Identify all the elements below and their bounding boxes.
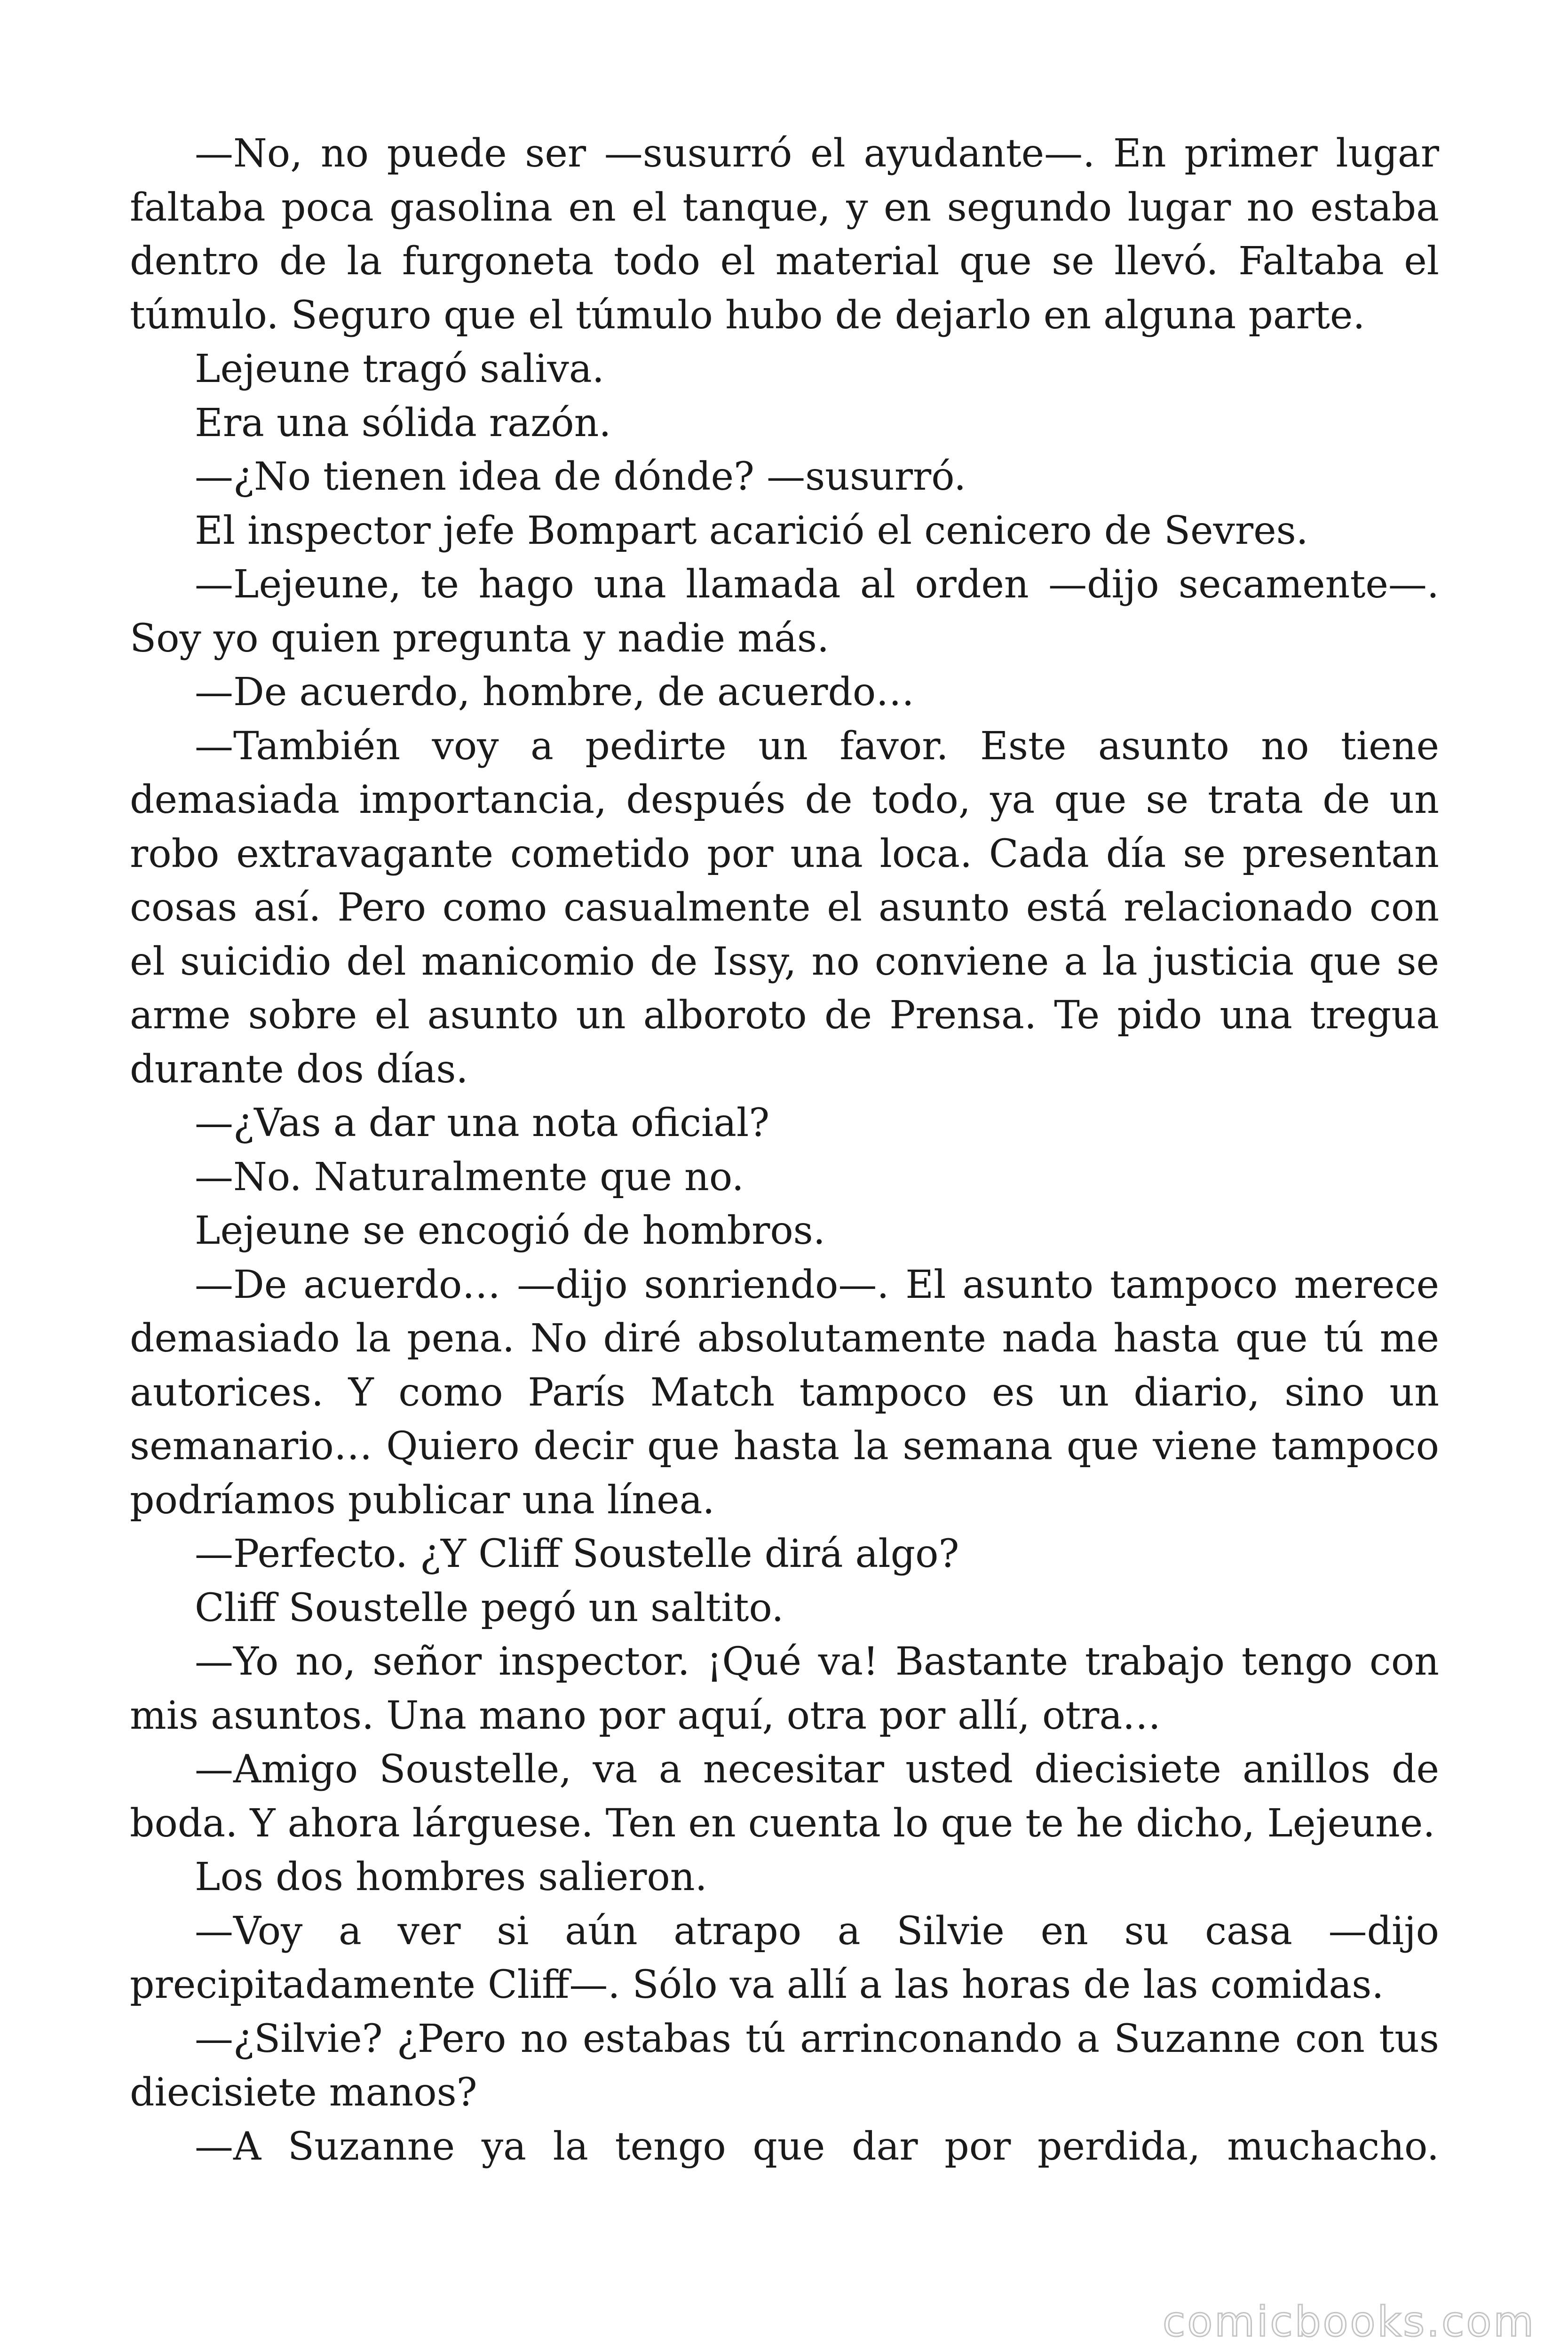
paragraph: —Yo no, señor inspector. ¡Qué va! Bastante trabajo tengo con mis asuntos. Una mano por aquí, otra por allí, otra… <box>130 1639 1439 1738</box>
paragraph: —No, no puede ser —susurró el ayudante—. En primer lugar faltaba poca gasolina en el tanque, y en segundo lugar no estaba dentro de la furgoneta todo el material que se llevó. Faltaba el túmulo. Seguro que el túmulo hubo de dejarlo en alguna parte. <box>130 131 1439 338</box>
paragraph: —De acuerdo, hombre, de acuerdo… <box>195 670 915 715</box>
paragraph: —Amigo Soustelle, va a necesitar usted diecisiete anillos de boda. Y ahora lárguese. Ten en cuenta lo que te he dicho, Lejeune. <box>130 1747 1439 1846</box>
paragraph: Los dos hombres salieron. <box>195 1855 707 1899</box>
paragraph: Cliff Soustelle pegó un saltito. <box>195 1585 784 1630</box>
paragraph: —Lejeune, te hago una llamada al orden —dijo secamente—. Soy yo quien pregunta y nadie más. <box>130 562 1439 661</box>
paragraph: Era una sólida razón. <box>195 400 611 445</box>
paragraph: —Voy a ver si aún atrapo a Silvie en su casa —dijo precipitadamente Cliff—. Sólo va allí a las horas de las comidas. <box>130 1908 1439 2007</box>
paragraph: Lejeune tragó saliva. <box>195 347 604 391</box>
paragraph: —También voy a pedirte un favor. Este asunto no tiene demasiada importancia, después de todo, ya que se trata de un robo extravagante cometido por una loca. Cada día se presentan cosas así. Pero como casualmente el asunto está relacionado con el suicidio del manicomio de Issy, no conviene a la justicia que se arme sobre el asunto un alboroto de Prensa. Te pido una tregua durante dos días. <box>130 723 1439 1092</box>
paragraph: —No. Naturalmente que no. <box>195 1154 744 1200</box>
paragraph-continued: —A Suzanne ya la tengo que dar por perdida, muchacho. <box>195 2124 1439 2169</box>
paragraph: Lejeune se encogió de hombros. <box>195 1208 825 1253</box>
paragraph: —De acuerdo… —dijo sonriendo—. El asunto tampoco merece demasiado la pena. No diré absolutamente nada hasta que tú me autorices. Y como París Match tampoco es un diario, sino un semanario… Quiero decir que hasta la semana que viene tampoco podríamos publicar una línea. <box>130 1262 1439 1523</box>
paragraph: —¿Vas a dar una nota oficial? <box>195 1101 770 1145</box>
paragraph: —Perfecto. ¿Y Cliff Soustelle dirá algo? <box>195 1532 959 1576</box>
paragraph: —¿No tienen idea de dónde? —susurró. <box>195 454 966 499</box>
paragraph: —¿Silvie? ¿Pero no estabas tú arrinconando a Suzanne con tus diecisiete manos? <box>130 2016 1439 2115</box>
paragraph: El inspector jefe Bompart acarició el cenicero de Sevres. <box>195 508 1308 553</box>
body-text <box>130 127 1439 2174</box>
watermark-logo: comicbooks.com <box>1163 2297 1536 2346</box>
